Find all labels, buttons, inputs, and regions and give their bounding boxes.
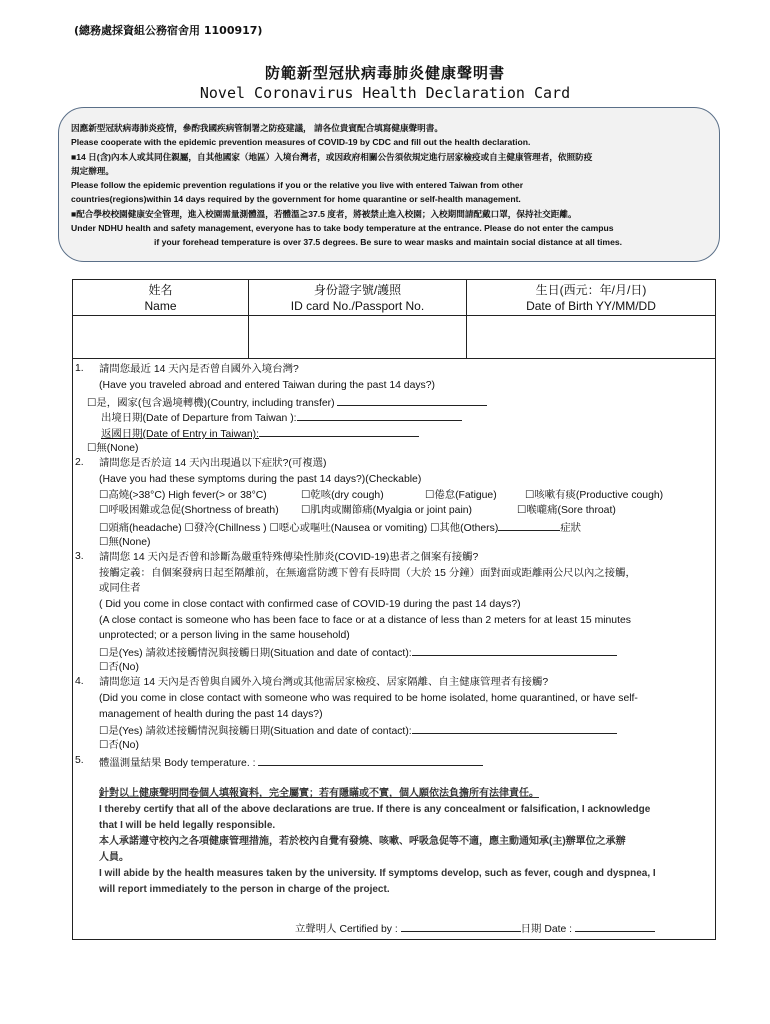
q1-departure-line (101, 410, 462, 425)
declaration-line-6: I will abide by the health measures taken by the university. If symptoms develop, such as fever, cough and dyspnea, I (99, 868, 656, 879)
declaration-line-1: 針對以上健康聲明問卷個人填報資料，完全屬實；若有隱瞞或不實，個人願依法負擔所有法律責任。 (99, 788, 539, 799)
id-header-zh: 身份證字號/護照 (313, 283, 402, 297)
name-header-en: Name (144, 299, 177, 313)
symptom-suffix: 症狀 (560, 523, 582, 534)
notice-line: Please cooperate with the epidemic prevention measures of COVID-19 by CDC and fill out the health declaration. (71, 137, 531, 148)
symptom-myalgia[interactable]: ☐肌肉或關節痛(Myalgia or joint pain) (301, 505, 472, 516)
body-temperature-blank[interactable] (258, 755, 483, 766)
declaration-form (72, 279, 716, 940)
date-label: 日期 Date : (520, 924, 573, 935)
entry-label: 返國日期(Date of Entry in Taiwan): (101, 429, 260, 440)
q4-yes-option[interactable] (99, 723, 617, 738)
q1-yes-option[interactable] (87, 395, 487, 410)
name-field[interactable] (73, 316, 249, 359)
q1-question-zh: 請問您最近 14 天內是否曾自國外入境台灣? (99, 364, 299, 375)
declaration-line-4: 本人承諾遵守校內之各項健康管理措施，若於校內自覺有發燒、咳嗽、呼吸急促等不適，應主動通知承(主)辦單位之承辦 (99, 836, 626, 847)
q2-question-zh: 請問您是否於這 14 天內出現過以下症狀?(可複選) (99, 458, 327, 469)
q4-question-en-1: (Did you come in close contact with someone who was required to be home isolated, home quarantined, or have self- (99, 693, 638, 704)
notice-line: ■配合學校校園健康安全管理，進入校園需量測體溫，若體溫≧37.5 度者，將被禁止進入校園；入校期間請配戴口罩，保持社交距離。 (71, 208, 577, 219)
q2-question-en: (Have you had these symptoms during the past 14 days?)(Checkable) (99, 474, 422, 485)
symptom-productive-cough[interactable]: ☐咳嗽有痰(Productive cough) (525, 490, 664, 501)
name-header (73, 280, 249, 316)
notice-line: Please follow the epidemic prevention regulations if you or the relative you live with entered Taiwan from other (71, 180, 524, 191)
notice-line: Under NDHU health and safety management, everyone has to take body temperature at the entrance. Please do not enter the campus (71, 223, 614, 234)
declaration-line-7: will report immediately to the person in charge of the project. (99, 884, 390, 895)
signature-line (295, 920, 655, 935)
q2-no-option[interactable]: ☐無(None) (99, 537, 151, 548)
q1-question-en: (Have you traveled abroad and entered Taiwan during the past 14 days?) (99, 380, 435, 391)
title-chinese: 防範新型冠狀病毒肺炎健康聲明書 (264, 64, 505, 82)
q3-question-zh: 請問您 14 天內是否曾和診斷為嚴重特殊傳染性肺炎(COVID-19)患者之個案有接觸? (99, 552, 479, 563)
symptom-dry-cough[interactable]: ☐乾咳(dry cough) (301, 490, 384, 501)
q4-question-en-2: management of health during the past 14 days?) (99, 709, 323, 720)
q3-contact-blank[interactable] (412, 645, 617, 656)
title-english: Novel Coronavirus Health Declaration Card (199, 84, 571, 102)
symptom-sore-throat[interactable]: ☐喉嚨痛(Sore throat) (517, 505, 616, 516)
dob-header-en: Date of Birth YY/MM/DD (526, 299, 656, 313)
q4-question-zh: 請問您這 14 天內是否曾與自國外入境台灣或其他需居家檢疫、居家隔離、自主健康管理者有接觸? (99, 677, 549, 688)
q3-yes-label: ☐是(Yes) 請敘述接觸情況與接觸日期(Situation and date of contact): (99, 648, 412, 659)
q3-no-option[interactable]: ☐否(No) (99, 662, 139, 673)
id-header (249, 280, 467, 316)
q1-no-option[interactable]: ☐無(None) (87, 443, 139, 454)
declaration-line-5: 人員。 (99, 852, 129, 863)
dob-header-zh: 生日(西元：年/月/日) (535, 283, 647, 297)
q4-yes-label: ☐是(Yes) 請敘述接觸情況與接觸日期(Situation and date of contact): (99, 726, 412, 737)
id-field[interactable] (249, 316, 467, 359)
q2-number: 2. (75, 457, 84, 468)
q3-number: 3. (75, 551, 84, 562)
declaration-line-2: I thereby certify that all of the above declarations are true. If there is any concealment or falsification, I acknowledge (99, 804, 651, 815)
q1-yes-label: ☐是，國家(包含過境轉機)(Country, including transfer) (87, 398, 335, 409)
q5-number: 5. (75, 755, 84, 766)
symptom-row3[interactable] (99, 520, 581, 535)
q1-entry-line (101, 426, 419, 441)
q3-definition-1: 接觸定義：自個案發病日起至隔離前，在無適當防護下曾有長時間（大於 15 分鐘）面對面或距離兩公尺以內之接觸， (99, 568, 636, 579)
other-symptom-blank[interactable] (498, 520, 560, 531)
notice-line: 因應新型冠狀病毒肺炎疫情，參酌我國疾病管制署之防疫建議， 請各位貴賓配合填寫健康聲明書。 (71, 123, 443, 133)
entry-date-blank[interactable] (259, 426, 419, 437)
certified-label: 立聲明人 Certified by : (295, 924, 398, 935)
q4-contact-blank[interactable] (412, 723, 617, 734)
notice-line: if your forehead temperature is over 37.5 degrees. Be sure to wear masks and maintain social distance at all times. (153, 237, 623, 248)
q3-question-en-1: ( Did you come in close contact with confirmed case of COVID-19 during the past 14 days?) (99, 599, 521, 610)
name-header-zh: 姓名 (148, 283, 173, 297)
date-blank[interactable] (575, 921, 655, 932)
q5-line (99, 755, 483, 770)
id-header-en: ID card No./Passport No. (290, 299, 425, 313)
form-code-note: (總務處採資組公務宿舍用 1100917) (74, 24, 263, 37)
declaration-line-3: that I will be held legally responsible. (99, 820, 276, 831)
q3-question-en-3: unprotected; or a person living in the same household) (99, 630, 350, 641)
notice-line: 規定辦理。 (71, 165, 114, 176)
notice-line: countries(regions)within 14 days required by the government for home quarantine or self-health management. (71, 194, 521, 205)
departure-date-blank[interactable] (297, 410, 462, 421)
q4-no-option[interactable]: ☐否(No) (99, 740, 139, 751)
symptom-high-fever[interactable]: ☐高燒(>38°C) High fever(> or 38°C) (99, 490, 267, 501)
q1-number: 1. (75, 363, 84, 374)
notice-line: ■14 日(含)內本人或其同住親屬，自其他國家（地區）入境台灣者，或因政府相關公告須依規定進行居家檢疫或自主健康管理者，依照防疫 (71, 151, 593, 162)
symptom-shortness-of-breath[interactable]: ☐呼吸困難或急促(Shortness of breath) (99, 505, 279, 516)
certified-signature-blank[interactable] (401, 921, 521, 932)
notice-box (58, 107, 720, 262)
dob-header (467, 280, 715, 316)
symptom-fatigue[interactable]: ☐倦怠(Fatigue) (425, 490, 497, 501)
symptom-row3-label: ☐頭痛(headache) ☐發冷(Chillness ) ☐噁心或嘔吐(Nausea or vomiting) ☐其他(Others) (99, 523, 499, 534)
body-temperature-label: 體溫測量結果 Body temperature. : (99, 758, 256, 769)
q4-number: 4. (75, 676, 84, 687)
q3-question-en-2: (A close contact is someone who has been face to face or at a distance of less than 2 meters for at least 15 minutes (99, 615, 631, 626)
q3-yes-option[interactable] (99, 645, 617, 660)
q3-definition-2: 或同住者 (99, 583, 141, 594)
country-blank[interactable] (337, 395, 487, 406)
dob-field[interactable] (467, 316, 715, 359)
departure-label: 出境日期(Date of Departure from Taiwan ): (101, 413, 297, 424)
